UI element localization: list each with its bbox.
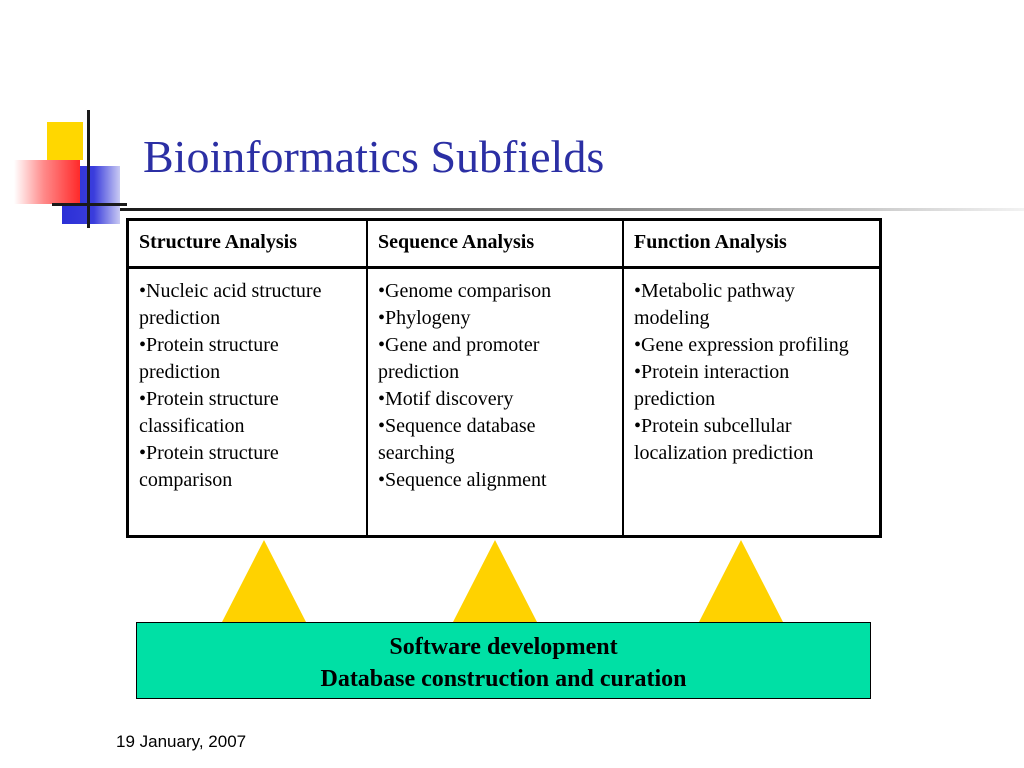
- list-item: •Protein structure prediction: [139, 334, 279, 383]
- list-item: •Metabolic pathway modeling: [634, 280, 795, 329]
- header-sequence-analysis: Sequence Analysis: [368, 221, 624, 269]
- support-triangle-structure: [222, 540, 306, 622]
- list-item: •Nucleic acid structure prediction: [139, 280, 322, 329]
- list-item: •Protein subcellular localization prediction: [634, 415, 814, 464]
- title-underline-rule: [120, 208, 1024, 211]
- list-item: •Gene and promoter prediction: [378, 334, 540, 383]
- logo-red-square: [14, 160, 80, 204]
- list-item: •Gene expression profiling: [634, 334, 849, 356]
- list-item: •Protein structure comparison: [139, 442, 279, 491]
- logo-vertical-line: [87, 110, 90, 228]
- list-item: •Phylogeny: [378, 307, 471, 329]
- list-item: •Genome comparison: [378, 280, 552, 302]
- list-item: •Sequence database searching: [378, 415, 536, 464]
- structure-analysis-cell: [129, 269, 368, 535]
- support-triangle-sequence: [453, 540, 537, 622]
- sequence-analysis-cell: [368, 269, 624, 535]
- list-item: •Protein interaction prediction: [634, 361, 790, 410]
- list-item: •Motif discovery: [378, 388, 514, 410]
- slide-title: Bioinformatics Subfields: [143, 131, 605, 182]
- logo-horizontal-line: [52, 203, 127, 206]
- header-function-analysis: Function Analysis: [624, 221, 879, 269]
- function-analysis-cell: [624, 269, 879, 535]
- foundation-line-software: Software development: [389, 634, 618, 660]
- list-item: •Protein structure classification: [139, 388, 279, 437]
- slide-date: 19 January, 2007: [116, 732, 247, 751]
- logo-yellow-square: [47, 122, 83, 160]
- foundation-box: [136, 622, 871, 699]
- header-structure-analysis: Structure Analysis: [129, 221, 368, 269]
- support-triangle-function: [699, 540, 783, 622]
- subfields-table: [126, 218, 882, 538]
- list-item: •Sequence alignment: [378, 469, 547, 491]
- foundation-line-database: Database construction and curation: [320, 666, 687, 692]
- slide-logo-decoration: [0, 0, 140, 240]
